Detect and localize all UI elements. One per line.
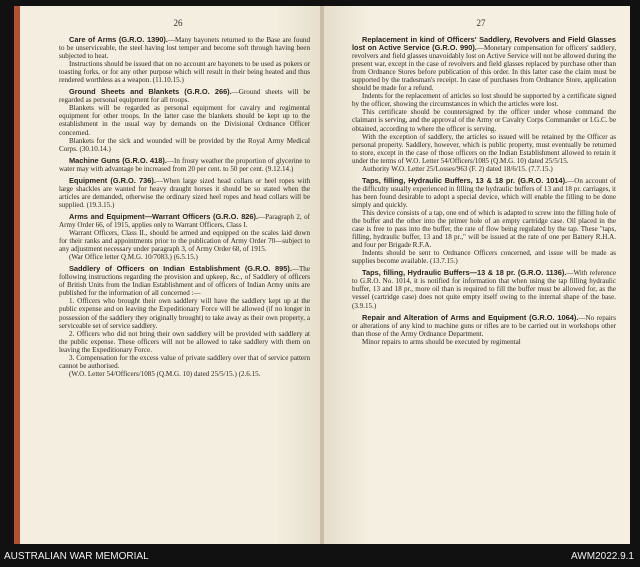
entry-paragraph [352, 249, 616, 265]
entry-paragraph [59, 354, 310, 370]
entry-paragraph [59, 229, 310, 253]
entry-text: —No repairs or alterations of any kind to machine guns or rifles are to be carried out in workshops other than those of the Army Ordnance Department. [352, 313, 616, 338]
entry-first-paragraph [59, 265, 310, 297]
entry-text: —Monetary compensation for officers' saddlery, revolvers and field glasses unavoidably lost on Active Service will not be allowed during the present war, except in the case of revolvers and field glasses replaced by purchase other than from Ordnance Stores before publication of this order. In this latter case the claim must be supported by the tradesman's receipt. In case of purchases from Ordnance Store, application should be made for a refund. [352, 44, 617, 93]
entry-first-paragraph [352, 314, 616, 338]
entry-paragraph [59, 330, 310, 354]
order-entry [59, 36, 310, 84]
entry-heading: Arms and Equipment—Warrant Officers (G.R.O. 826). [69, 211, 259, 221]
book-gutter [320, 6, 324, 544]
entry-paragraph [352, 338, 616, 346]
entry-text: —On account of the difficulty usually experienced in filling the hydraulic buffers of 13 and 18 pr. carriages, it has been found desirable to adopt a special device, which will enable the filling to be done simply and quickly. [352, 176, 617, 209]
entry-text: —Paragraph 2, of Army Order 66, of 1915, applies only to Warrant Officers, Class I. [59, 212, 310, 229]
order-entry [352, 269, 616, 309]
entry-text: —Ground sheets will be regarded as personal equipment for all troops. [59, 88, 311, 105]
entry-text: —With reference to G.R.O. No. 1014, it is notified for information that when using the tap filling hydraulic buffer, 13 and 18 pr., more oil than is required to fill the buffer must be allowed for, as the vessel (cartridge case) does not quite empty itself owing to the internal shape of the base. (3.9.15.) [352, 269, 616, 310]
entry-text: 2. Officers who did not bring their own saddlery will be provided with saddlery at the public expense. These officers will not be allowed to take saddlery with them on leaving the Expeditionary Force. [59, 329, 310, 354]
entry-heading: Saddlery of Officers on Indian Establishment (G.R.O. 895). [69, 264, 292, 274]
archive-footer [0, 550, 640, 567]
order-entry [59, 157, 310, 173]
entry-first-paragraph [59, 157, 310, 173]
entry-heading: Ground Sheets and Blankets (G.R.O. 266). [69, 87, 232, 97]
footer-accession-number: AWM2022.9.1 [571, 551, 634, 562]
right-page [322, 6, 630, 544]
entry-heading: Repair and Alteration of Arms and Equipment (G.R.O. 1064). [362, 312, 579, 322]
entry-text: This device consists of a tap, one end of which is adapted to screw into the filling hole of the buffer and the other into the primer hole of an empty cartridge case. Oil placed in the case is free to pass into the buffer, the rate of flow being regulated by the tap. These "taps, filling, hydraulic buffer, 13 and 18 pr.," will be issued at the rate of one per Battery R.H.A. and four per Brigade R.F.A. [352, 208, 616, 250]
entry-heading: Taps, filling, Hydraulic Buffers, 13 & 18 pr. (G.R.O. 1014). [362, 175, 568, 185]
footer-institution: AUSTRALIAN WAR MEMORIAL [4, 551, 149, 562]
entry-first-paragraph [352, 269, 616, 309]
entry-text: —When large sized head collars or heel ropes with large shackles are wanted for heavy draught horses it should be so stated when the articles are demanded, otherwise the ordinary sized heel ropes and head collars will be supplied. (19.3.15.) [59, 176, 310, 209]
entry-heading: Care of Arms (G.R.O. 1390). [69, 35, 168, 44]
order-entry [59, 177, 310, 209]
entry-heading: Taps, filling, Hydraulic Buffers—13 & 18 pr. (G.R.O. 1136). [362, 268, 567, 278]
right-entries [352, 36, 616, 346]
order-entry [59, 88, 310, 152]
entry-text: Indents should be sent to Ordnance Officers concerned, and issue will be made as supplies become available. (13.7.15.) [352, 249, 616, 266]
page-number: 26 [173, 18, 183, 28]
entry-paragraph [352, 133, 616, 165]
entry-paragraph [59, 370, 310, 378]
entry-text: 1. Officers who brought their own saddlery will have the saddlery kept up at the public expense and on leaving the Expeditionary Force will be allowed (if no longer in possession of the saddlery they originally brought) to take away as their own property, a serviceable set of service saddlery. [59, 297, 310, 330]
entry-paragraph [352, 165, 616, 173]
entry-heading: Machine Guns (G.R.O. 418). [69, 155, 167, 165]
left-entries [59, 36, 310, 378]
entry-text: Indents for the replacement of articles so lost should be supported by a certificate signed by the officer, showing the circumstances in which the articles were lost. [352, 92, 616, 109]
entry-text: This certificate should be countersigned by the officer under whose command the claimant is serving, and the approval of the Army or Cavalry Corps Commander or I.G.C. be obtained, according to where the officer is serving. [352, 108, 616, 133]
entry-paragraph [59, 104, 310, 136]
page-number: 27 [476, 18, 486, 28]
entry-paragraph [352, 92, 616, 108]
entry-text: —In frosty weather the proportion of glycerine to water may with advantage be increased from 20 per cent. to 50 per cent. (9.12.14.) [59, 156, 310, 173]
entry-heading: Equipment (G.R.O. 736). [69, 175, 156, 185]
order-entry [59, 213, 310, 261]
order-entry [352, 36, 616, 173]
entry-paragraph [352, 209, 616, 249]
entry-text: —Many bayonets returned to the Base are found to be unserviceable, the steel having lost temper and become soft through having been subjected to heat. [59, 36, 311, 61]
entry-text: Blankets will be regarded as personal equipment for cavalry and regimental equipment for other troops. In the latter case the blankets should be kept up to the establishment in the usual way by demands on the Divisional Ordnance Officer concerned. [59, 104, 310, 137]
open-book [14, 6, 630, 544]
entry-paragraph [59, 297, 310, 329]
left-page [14, 6, 322, 544]
entry-first-paragraph [59, 177, 310, 209]
entry-text: Instructions should be issued that on no account are bayonets to be used as pokers or toasting forks, or for any other purpose which will result in their being heated and thus rendered worthless as a weapon. (11.10.15.) [59, 60, 310, 85]
entry-paragraph [59, 60, 310, 84]
entry-first-paragraph [59, 213, 310, 229]
entry-first-paragraph [59, 36, 310, 60]
entry-paragraph [352, 108, 616, 132]
entry-text: Blankets for the sick and wounded will be provided by the Royal Army Medical Corps. (30.10.14.) [59, 136, 310, 153]
entry-first-paragraph [352, 177, 616, 209]
entry-paragraph [59, 253, 310, 261]
entry-text: —The following instructions regarding the provision and upkeep, &c., of Saddlery of officers of British Units from the Indian Establishment and of officers of Indian Army units are published for the information of all concerned :— [59, 265, 310, 298]
entry-first-paragraph [59, 88, 310, 104]
order-entry [352, 177, 616, 266]
order-entry [352, 314, 616, 346]
entry-paragraph [59, 137, 310, 153]
entry-text: Authority W.O. Letter 25/Losses/963 (F. 2) dated 18/6/15. (7.7.15.) [362, 164, 553, 173]
book-binding-edge [14, 6, 20, 544]
entry-text: (War Office letter Q.M.G. 10/7083.) (6.5.15.) [69, 253, 198, 262]
entry-text: Minor repairs to arms should be executed by regimental [362, 337, 521, 346]
entry-heading: Replacement in kind of Officers' Saddlery, Revolvers and Field Glasses lost on Active Service (G.R.O. 990). [352, 35, 616, 53]
entry-text: 3. Compensation for the excess value of private saddlery over that of service pattern cannot be authorised. [59, 353, 310, 370]
entry-text: With the exception of saddlery, the articles so issued will be retained by the Officer as personal property. Saddlery, however, which is public property, must eventually be returned to store, except in the case of those officers on the Indian Establishment allowed to retain it under the terms of W.O. Letter 54/Officers/1085 (Q.M.G. 10) dated 25/5/15. [352, 132, 616, 165]
entry-first-paragraph [352, 36, 616, 92]
order-entry [59, 265, 310, 378]
entry-text: (W.O. Letter 54/Officers/1085 (Q.M.G. 10) dated 25/5/15.) (2.6.15. [69, 369, 261, 378]
entry-text: Warrant Officers, Class II., should be armed and equipped on the scales laid down for their ranks and appointments prior to the publication of Army Order 70—subject to any adjustment necessary under paragraph 3, of Army Order 68, of 1915. [59, 229, 310, 254]
